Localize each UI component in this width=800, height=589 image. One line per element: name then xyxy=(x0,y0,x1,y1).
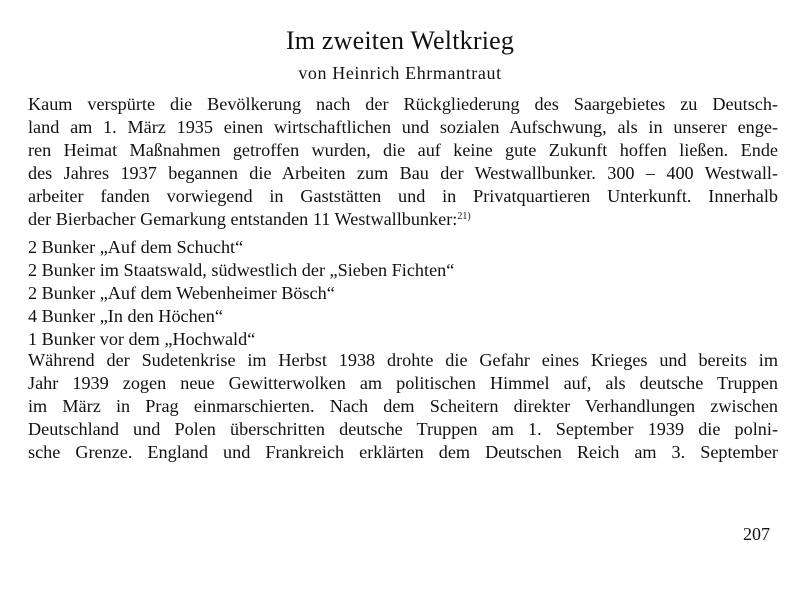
list-item: 2 Bunker im Staatswald, südwestlich der „Sieben Fichten“ xyxy=(28,260,455,280)
page-title: Im zweiten Weltkrieg xyxy=(285,26,515,55)
list-item: 4 Bunker „In den Höchen“ xyxy=(28,306,223,326)
paragraph-line: des Jahres 1937 begannen die Arbeiten zum Bau der Westwallbunker. 300 – 400 Westwall- xyxy=(28,163,778,183)
paragraph-line: ren Heimat Maßnahmen getroffen wurden, die auf keine gute Zukunft hoffen ließen. Ende xyxy=(28,140,778,160)
paragraph-intro xyxy=(28,93,778,231)
author-line: von Heinrich Ehrmantraut xyxy=(298,63,502,83)
paragraph-war xyxy=(28,349,778,464)
paragraph-line: Während der Sudetenkrise im Herbst 1938 drohte die Gefahr eines Krieges und bereits im xyxy=(28,350,778,370)
paragraph-line-text: der Bierbacher Gemarkung entstanden 11 Westwallbunker: xyxy=(28,209,458,229)
paragraph-line: Kaum verspürte die Bevölkerung nach der Rückgliederung des Saargebietes zu Deutsch- xyxy=(28,94,778,114)
list-item: 2 Bunker „Auf dem Webenheimer Bösch“ xyxy=(28,283,335,303)
list-item: 1 Bunker vor dem „Hochwald“ xyxy=(28,329,256,349)
footnote-reference: 21) xyxy=(457,211,471,222)
paragraph-line-last xyxy=(28,208,778,231)
paragraph-line: Deutschland und Polen überschritten deutsche Truppen am 1. September 1939 die polni- xyxy=(28,419,778,439)
paragraph-line: sche Grenze. England und Frankreich erklärten dem Deutschen Reich am 3. September xyxy=(28,442,778,462)
paragraph-line: Jahr 1939 zogen neue Gewitterwolken am politischen Himmel auf, als deutsche Truppen xyxy=(28,373,778,393)
paragraph-line: arbeiter fanden vorwiegend in Gaststätten und in Privatquartieren Unterkunft. Innerhalb xyxy=(28,186,778,206)
bunker-list xyxy=(28,236,778,351)
list-item: 2 Bunker „Auf dem Schucht“ xyxy=(28,237,244,257)
paragraph-line: im März in Prag einmarschierten. Nach dem Scheitern direkter Verhandlungen zwischen xyxy=(28,396,778,416)
paragraph-line: land am 1. März 1935 einen wirtschaftlichen und sozialen Aufschwung, als in unserer enge- xyxy=(28,117,778,137)
page-number: 207 xyxy=(743,524,770,544)
